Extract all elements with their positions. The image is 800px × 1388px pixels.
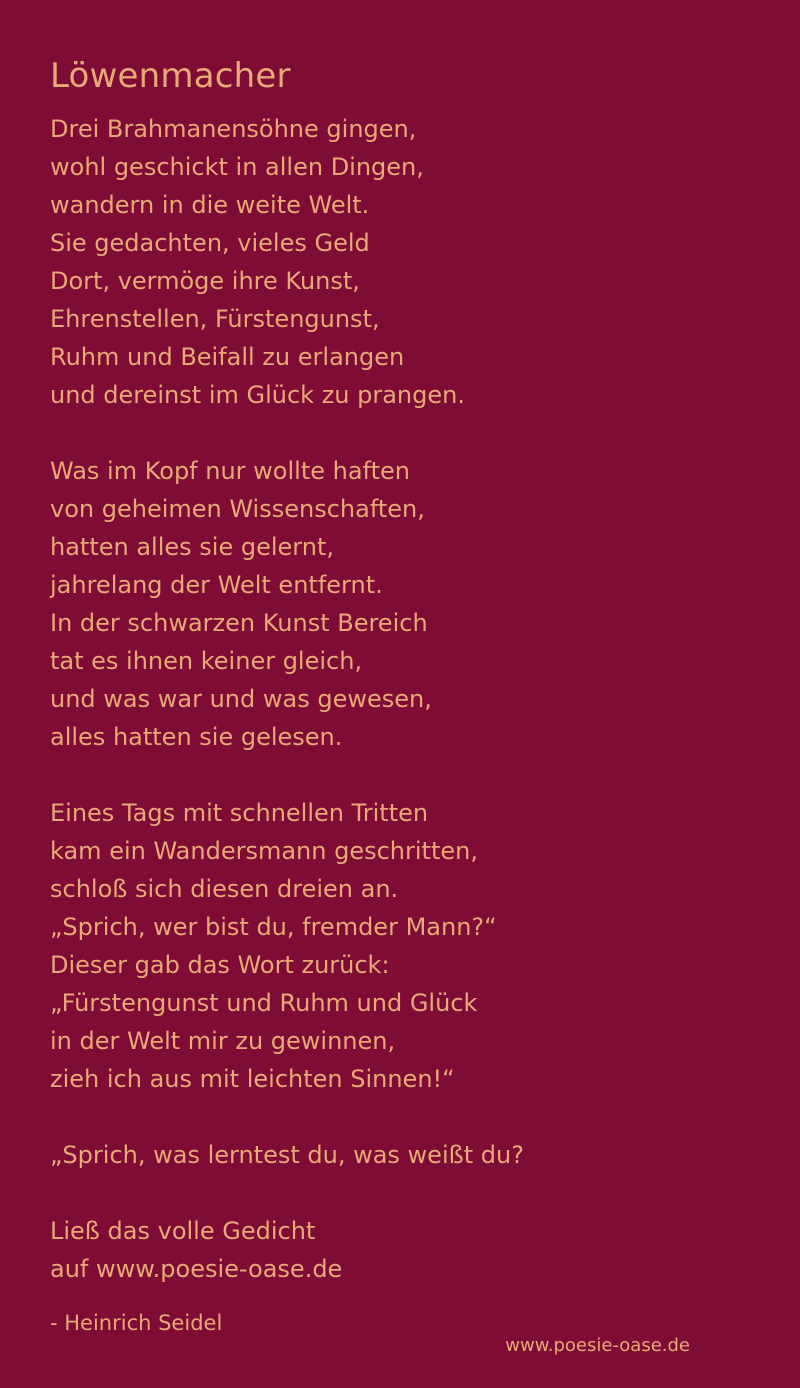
poem-line: und was war und was gewesen, — [50, 685, 432, 713]
poem-body — [50, 110, 770, 1288]
stanza-4 — [50, 1136, 770, 1174]
stanza-1 — [50, 110, 770, 414]
poem-line: in der Welt mir zu gewinnen, — [50, 1027, 396, 1055]
poem-line: Eines Tags mit schnellen Tritten — [50, 799, 429, 827]
poem-line: Dort, vermöge ihre Kunst, — [50, 267, 360, 295]
poem-line: In der schwarzen Kunst Bereich — [50, 609, 428, 637]
poem-line: Ehrenstellen, Fürstengunst, — [50, 305, 380, 333]
poem-line: „Sprich, wer bist du, fremder Mann?“ — [50, 913, 497, 941]
poem-line: alles hatten sie gelesen. — [50, 723, 343, 751]
poem-line: Was im Kopf nur wollte haften — [50, 457, 410, 485]
poem-line: Drei Brahmanensöhne gingen, — [50, 115, 417, 143]
poem-line: Ruhm und Beifall zu erlangen — [50, 343, 405, 371]
poem-line: wohl geschickt in allen Dingen, — [50, 153, 424, 181]
read-more-link[interactable]: auf www.poesie-oase.de — [50, 1255, 343, 1283]
poem-line: hatten alles sie gelernt, — [50, 533, 334, 561]
poem-author: - Heinrich Seidel — [50, 1311, 223, 1335]
poem-line: jahrelang der Welt entfernt. — [50, 571, 383, 599]
poem-line: und dereinst im Glück zu prangen. — [50, 381, 465, 409]
poem-line: schloß sich diesen dreien an. — [50, 875, 399, 903]
poem-line: zieh ich aus mit leichten Sinnen!“ — [50, 1065, 455, 1093]
stanza-3 — [50, 794, 770, 1098]
poem-line: „Fürstengunst und Ruhm und Glück — [50, 989, 478, 1017]
poem-line: tat es ihnen keiner gleich, — [50, 647, 363, 675]
read-more-line: Ließ das volle Gedicht — [50, 1217, 316, 1245]
poem-line: kam ein Wandersmann geschritten, — [50, 837, 478, 865]
read-more-note — [50, 1212, 770, 1288]
poem-line: von geheimen Wissenschaften, — [50, 495, 425, 523]
poem-line: wandern in die weite Welt. — [50, 191, 370, 219]
site-url[interactable]: www.poesie-oase.de — [505, 1335, 690, 1356]
poem-title: Löwenmacher — [50, 56, 291, 96]
poem-line: Dieser gab das Wort zurück: — [50, 951, 390, 979]
stanza-2 — [50, 452, 770, 756]
poem-line: Sie gedachten, vieles Geld — [50, 229, 370, 257]
poem-line: „Sprich, was lerntest du, was weißt du? — [50, 1141, 524, 1169]
